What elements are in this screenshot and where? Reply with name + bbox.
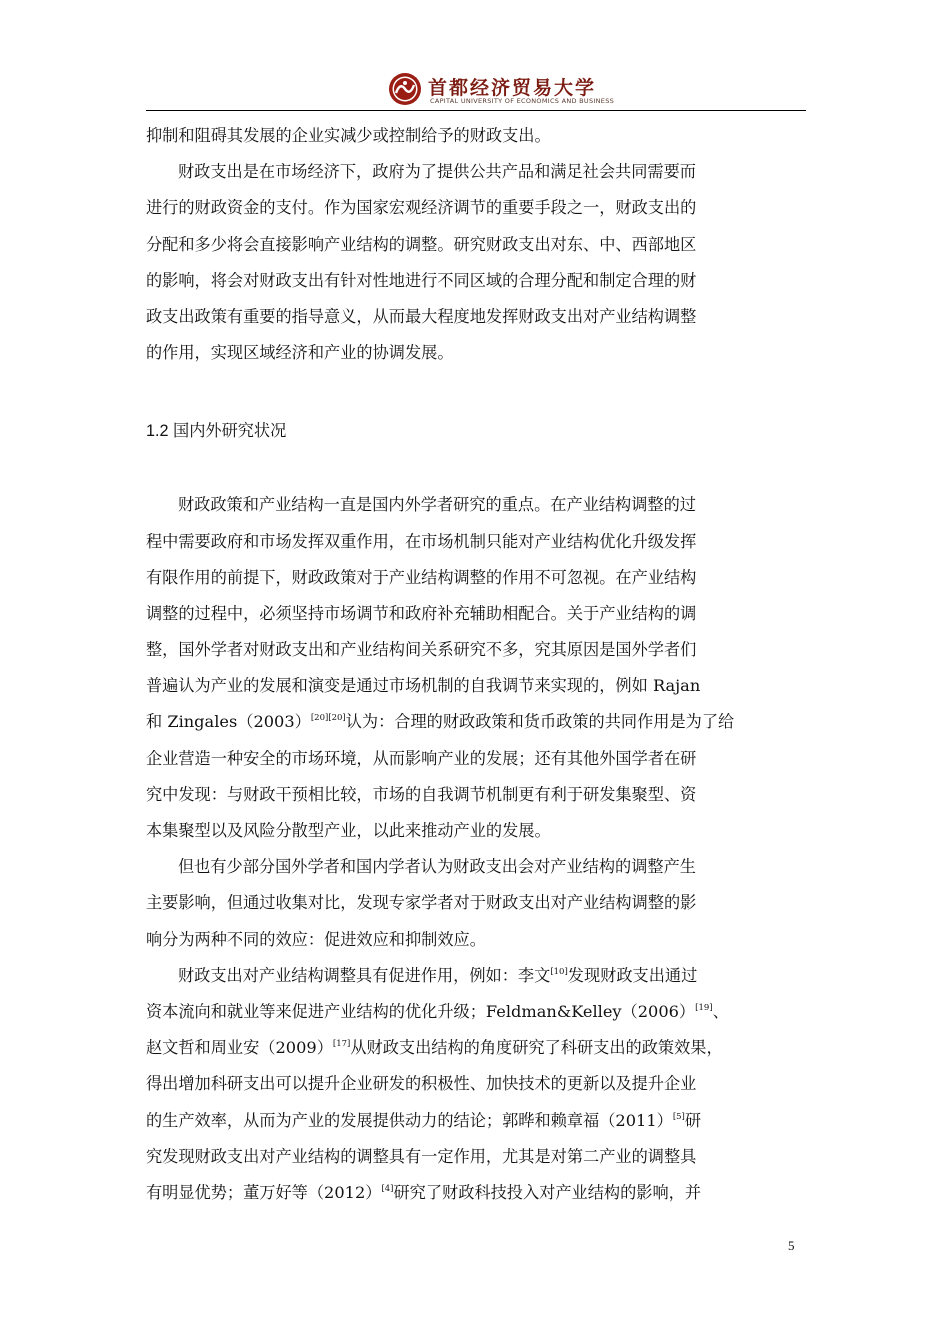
text-line	[146, 704, 806, 740]
page-number: 5	[788, 1238, 795, 1253]
text-line: 程中需要政府和市场发挥双重作用，在市场机制只能对产业结构优化升级发挥	[146, 531, 697, 551]
page-header	[146, 66, 806, 110]
university-seal-icon	[388, 72, 422, 106]
text-line	[146, 1103, 806, 1139]
line-text: 研究了财政科技投入对产业结构的影响，并	[393, 1182, 702, 1202]
text-line: 分配和多少将会直接影响产业结构的调整。研究财政支出对东、中、西部地区	[146, 234, 697, 254]
paragraph-5	[146, 958, 806, 1211]
line-text: 研	[684, 1110, 702, 1130]
paragraph-2	[146, 154, 806, 371]
citation-marker: [19]	[695, 1002, 713, 1013]
section-heading: 1.2 国内外研究状况	[146, 422, 287, 441]
university-name-cn: 首都经济贸易大学	[428, 77, 597, 99]
line-text: 和 Zingales（2003）	[146, 712, 311, 732]
text-line	[146, 994, 806, 1030]
text-line: 得出增加科研支出可以提升企业研发的积极性、加快技术的更新以及提升企业	[146, 1074, 697, 1094]
citation-marker: [10]	[550, 966, 568, 977]
paragraph-3	[146, 487, 806, 849]
line-text: 财政支出对产业结构调整具有促进作用，例如：李文	[178, 965, 551, 985]
header-divider	[146, 110, 806, 111]
text-line	[146, 1030, 806, 1066]
text-line	[146, 1175, 806, 1211]
text-line: 的影响，将会对财政支出有针对性地进行不同区域的合理分配和制定合理的财	[146, 270, 697, 290]
text-line: 抑制和阻碍其发展的企业实减少或控制给予的财政支出。	[146, 126, 551, 145]
line-text: 发现财政支出通过	[567, 965, 698, 985]
text-line: 企业营造一种安全的市场环境，从而影响产业的发展；还有其他外国学者在研	[146, 748, 697, 768]
text-line: 财政支出是在市场经济下，政府为了提供公共产品和满足社会共同需要而	[178, 162, 696, 182]
line-text: 的生产效率，从而为产业的发展提供动力的结论；郭晔和赖章福（2011）	[146, 1110, 673, 1130]
text-line: 普遍认为产业的发展和演变是通过市场机制的自我调节来实现的，例如 Rajan	[146, 676, 701, 696]
text-line: 进行的财政资金的支付。作为国家宏观经济调节的重要手段之一，财政支出的	[146, 198, 697, 218]
text-line: 究中发现：与财政干预相比较，市场的自我调节机制更有利于研发集聚型、资	[146, 784, 697, 804]
line-text: 从财政支出结构的角度研究了科研支出的政策效果，	[350, 1038, 723, 1058]
text-line	[146, 958, 806, 994]
citation-marker: [4]	[381, 1183, 394, 1194]
text-line: 整，国外学者对财政支出和产业结构间关系研究不多，究其原因是国外学者们	[146, 640, 697, 660]
line-text: 赵文哲和周业安（2009）	[146, 1038, 333, 1058]
citation-marker: [5]	[672, 1111, 685, 1122]
text-line: 的作用，实现区域经济和产业的协调发展。	[146, 343, 454, 363]
text-line: 但也有少部分国外学者和国内学者认为财政支出会对产业结构的调整产生	[178, 857, 696, 877]
text-line: 财政政策和产业结构一直是国内外学者研究的重点。在产业结构调整的过	[178, 495, 696, 515]
paragraph-1	[146, 118, 806, 154]
text-line: 响分为两种不同的效应：促进效应和抑制效应。	[146, 929, 486, 949]
text-line: 有限作用的前提下，财政政策对于产业结构调整的作用不可忽视。在产业结构	[146, 567, 697, 587]
line-text: 、	[712, 1001, 729, 1021]
text-line: 究发现财政支出对产业结构的调整具有一定作用，尤其是对第二产业的调整具	[146, 1146, 697, 1166]
text-line: 主要影响，但通过收集对比，发现专家学者对于财政支出对产业结构调整的影	[146, 893, 697, 913]
university-name-en: CAPITAL UNIVERSITY OF ECONOMICS AND BUSINESS	[430, 97, 615, 105]
university-logo	[388, 72, 638, 106]
text-line: 调整的过程中，必须坚持市场调节和政府补充辅助相配合。关于产业结构的调	[146, 603, 697, 623]
text-line: 本集聚型以及风险分散型产业，以此来推动产业的发展。	[146, 821, 551, 840]
text-line: 政支出政策有重要的指导意义，从而最大程度地发挥财政支出对产业结构调整	[146, 306, 697, 326]
citation-marker: [17]	[332, 1039, 351, 1050]
line-text: 有明显优势；董万好等（2012）	[146, 1182, 382, 1202]
line-text: 认为：合理的财政政策和货币政策的共同作用是为了给	[345, 712, 735, 732]
citation-marker: [20][20]	[310, 713, 346, 724]
document-body	[146, 118, 806, 1211]
paragraph-4	[146, 849, 806, 958]
line-text: 资本流向和就业等来促进产业结构的优化升级；Feldman&Kelley（2006）	[146, 1001, 696, 1021]
